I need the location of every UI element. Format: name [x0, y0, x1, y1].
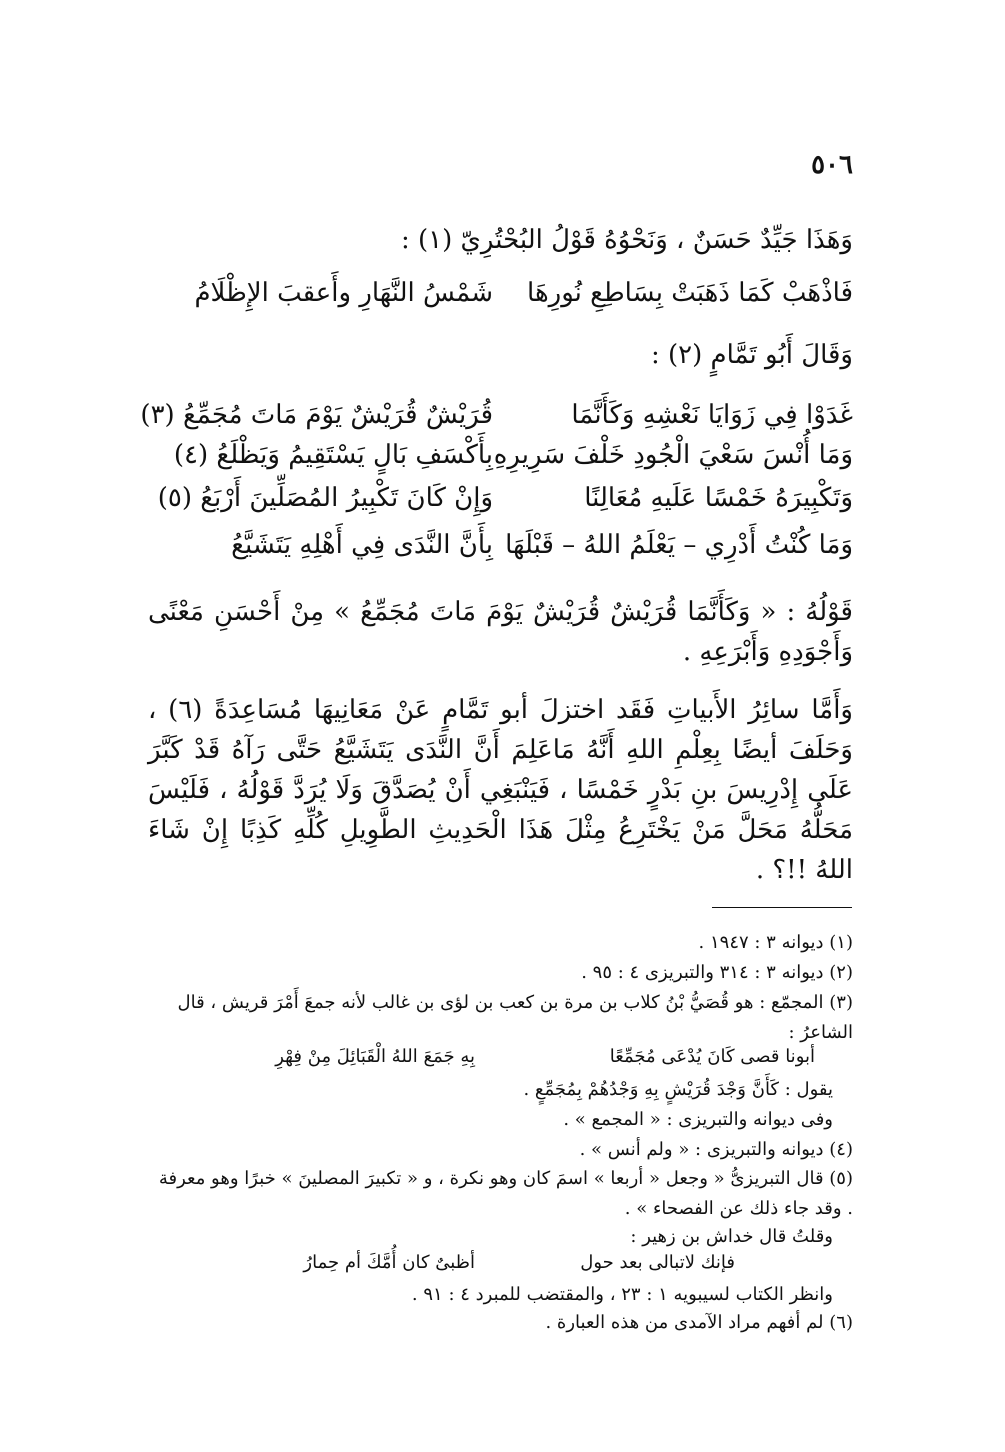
- verse-second-hemistich: بِهِ جَمَعَ اللهُ الْقَبَائِلَ مِنْ فِهْرِ: [275, 1046, 475, 1067]
- verse-second-hemistich: وَإِنْ كَانَ تَكْبِيرُ المُصَلِّينَ أَرْبَعُ (٥): [157, 483, 493, 513]
- verse-first-hemistich: فَاذْهَبْ كَمَا ذَهَبَتْ بِسَاطِعِ نُورِهَا: [527, 278, 853, 308]
- intro-buhturi: وَهَذَا جَيِّدٌ حَسَنٌ ، وَنَحْوُهُ قَوْلُ البُحْتُرِيّ (١) :: [401, 225, 853, 255]
- footnote-5-line-3: وانظر الكتاب لسيبويه ١ : ٢٣ ، والمقتضب للمبرد ٤ : ٩١ .: [411, 1284, 833, 1305]
- verse-first-hemistich: وَمَا أُنْسَ سَعْيَ الْجُودِ خَلْفَ سَرِيرِهِ: [493, 440, 853, 470]
- verse-second-hemistich: بِأَنَّ النَّدَى فِي أَهْلِهِ يَتَشَيَّعُ: [231, 530, 493, 560]
- paragraph-remaining-verses: وَأَمَّا سائِرُ الأَبياتِ فَقَد اختزلَ أبو تَمَّامٍ عَنْ مَعَانِيهَا مُسَاعِدَةً (٦) ، وَحَلَفَ أيضًا بِعِلْمِ اللهِ أَنَّهُ مَاعَلِمَ أَنَّ النَّدَى يَتَشَيَّعُ حَتَّى رَآهُ قَدْ كَبَّرَ عَلَى إِدْرِيسَ بنِ بَدْرٍ خَمْسًا ، فَيَنْبَغِي أَنْ يُصَدَّقَ وَلَا يُرَدَّ قَوْلُهُ ، فَلَيْسَ مَحَلُّهُ مَحَلَّ مَنْ يَخْتَرِعُ مِثْلَ هَذَا الْحَدِيثِ الطَّوِيلِ كُلِّهِ كَذِبًا إِنْ شَاءَ اللهُ !!؟ .: [148, 695, 853, 885]
- verse-second-hemistich: بِأَكْسَفِ بَالٍ يَسْتَقِيمُ وَيَظْلَعُ (٤): [173, 440, 493, 470]
- verse-first-hemistich: وَمَا كُنْتُ أَدْرِي – يَعْلَمُ اللهُ – قَبْلَهَا: [505, 530, 853, 560]
- verse-first-hemistich: وَتَكْبِيرَهُ خَمْسًا عَلَيهِ مُعَالِنًا: [584, 483, 853, 513]
- footnote-3: (٣) المجمّع : هو قُصَيُّ بْنُ كلاب بن مرة بن كعب بن لؤى بن غالب لأنه جمعَ أَمْرَ قريش ، قال الشاعرُ :: [177, 992, 853, 1043]
- footnote-1: (١) ديوانه ٣ : ١٩٤٧ .: [698, 932, 853, 953]
- verse-abu-tammam-1: [140, 400, 853, 440]
- verse-second-hemistich: قُرَيْشٌ قُرَيْشٌ يَوْمَ مَاتَ مُجَمِّعُ (٣): [140, 400, 493, 430]
- verse-abu-tammam-2: [148, 440, 853, 480]
- footnote-5: (٥) قال التبريزىُّ « وجعل « أربعا » اسمَ كان وهو نكرة ، و « تكبيرَ المصلينَ » خبرًا وهو معرفة . وقد جاء ذلك عن الفصحاء » .: [158, 1168, 853, 1219]
- footnote-4: (٤) ديوانه والتبريزى : « ولم أنس » .: [579, 1139, 853, 1160]
- footnote-2: (٢) ديوانه ٣ : ٣١٤ والتبريزى ٤ : ٩٥ .: [581, 962, 853, 983]
- footnote-3-verse: [145, 1046, 845, 1074]
- footnote-3-line-3: وفى ديوانه والتبريزى : « المجمع » .: [563, 1109, 833, 1130]
- verse-second-hemistich: أظبىٌ كان أُمَّكَ أم حِمارُ: [303, 1252, 475, 1273]
- footnote-3-line-2: يقول : كَأَنَّ وَجْدَ قُرَيْشٍ بِهِ وَجْدُهُمْ بِمُجَمِّعٍ .: [523, 1079, 833, 1100]
- footnote-5-verse: [145, 1252, 845, 1280]
- verse-first-hemistich: غَدَوْا فِي زَوَايَا نَعْشِهِ وَكَأَنَّمَا: [571, 400, 853, 430]
- footnote-5-line-2: وقلتُ قال خداش بن زهير :: [630, 1226, 833, 1247]
- verse-abu-tammam-3: [148, 483, 853, 523]
- verse-buhturi: [148, 278, 853, 318]
- verse-first-hemistich: أبونا قصى كَانَ يُدْعَى مُجَمِّعًا: [609, 1046, 815, 1067]
- verse-second-hemistich: شَمْسُ النَّهَارِ وأَعقبَ الإِظْلَامُ: [194, 278, 493, 308]
- footnote-6: (٦) لم أفهم مراد الآمدى من هذه العبارة .: [545, 1312, 853, 1333]
- page-number: ٥٠٦: [811, 150, 853, 180]
- footnote-separator: [712, 907, 852, 908]
- paragraph-commentary: قَوْلُهُ : « وَكَأَنَّمَا قُرَيْشٌ قُرَيْشٌ يَوْمَ مَاتَ مُجَمِّعُ » مِنْ أَحْسَنِ مَعْنًى وَأَجْوَدِهِ وَأَبْرَعِهِ .: [148, 597, 853, 667]
- intro-abu-tammam: وَقَالَ أَبُو تَمَّامٍ (٢) :: [650, 340, 853, 370]
- verse-abu-tammam-4: [148, 530, 853, 570]
- verse-first-hemistich: فإنك لاتبالى بعد حول: [580, 1252, 735, 1273]
